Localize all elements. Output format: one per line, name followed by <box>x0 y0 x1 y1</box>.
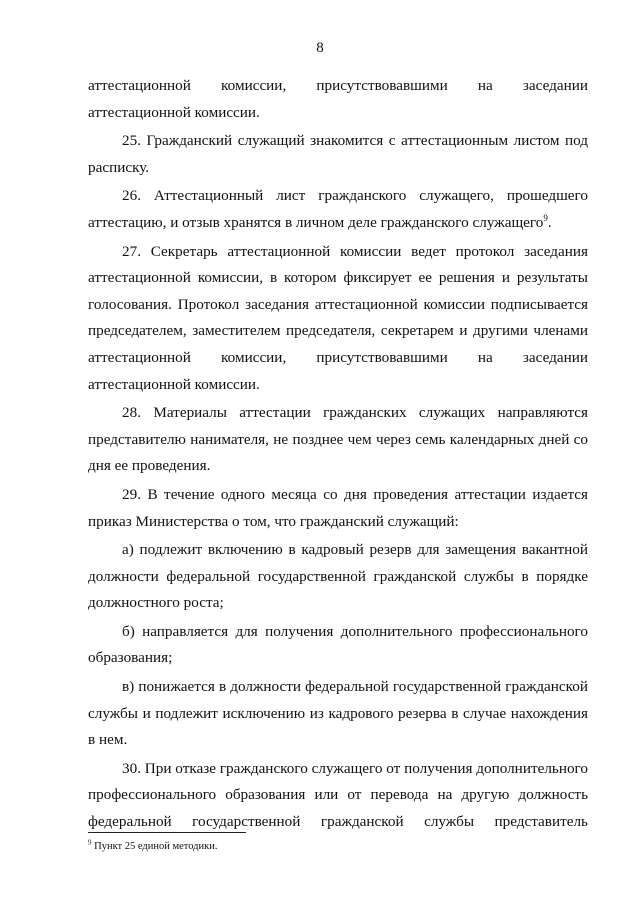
document-body <box>88 73 588 838</box>
paragraph-29: 29. В течение одного месяца со дня проведения аттестации издается приказ Министерства о том, что гражданский служащий: <box>88 485 588 530</box>
paragraph-25: 25. Гражданский служащий знакомится с аттестационным листом под расписку. <box>88 132 588 176</box>
paragraph-30: 30. При отказе гражданского служащего от получения дополнительного профессионального образования или от перевода на другую должность федеральной государственной гражданской службы представитель <box>88 759 588 831</box>
paragraph-27: 27. Секретарь аттестационной комиссии ведет протокол заседания аттестационной комиссии, в котором фиксирует ее решения и результаты голосования. Протокол заседания аттестационной комиссии подписывается председателем, заместителем председателя, секретарем и другими членами аттестационной комиссии, присутствовавшими на заседании аттестационной комиссии. <box>88 242 588 393</box>
paragraph-26-text: 26. Аттестационный лист гражданского служащего, прошедшего аттестацию, и отзыв хранятся в личном деле гражданского служащего <box>88 187 588 231</box>
page-number: 8 <box>316 40 324 56</box>
paragraph-26 <box>88 183 588 236</box>
paragraph-continuation: аттестационной комиссии, присутствовавшими на заседании аттестационной комиссии. <box>88 77 588 121</box>
list-item-a: а) подлежит включению в кадровый резерв для замещения вакантной должности федеральной государственной гражданской службы в порядке должностного роста; <box>88 541 588 612</box>
list-item-b: б) направляется для получения дополнительного профессионального образования; <box>88 622 588 667</box>
footnote-text: Пункт 25 единой методики. <box>91 841 218 852</box>
paragraph-26-end: . <box>547 213 552 231</box>
list-item-c: в) понижается в должности федеральной государственной гражданской службы и подлежит исключению из кадрового резерва в случае нахождения в нем. <box>88 678 588 749</box>
footnote-number: 9 <box>88 838 92 847</box>
paragraph-28: 28. Материалы аттестации гражданских служащих направляются представителю нанимателя, не позднее чем через семь календарных дней со дня ее проведения. <box>88 404 588 475</box>
footnote-reference: 9 <box>543 212 548 223</box>
footnote <box>88 840 218 854</box>
footnote-divider <box>88 832 246 833</box>
